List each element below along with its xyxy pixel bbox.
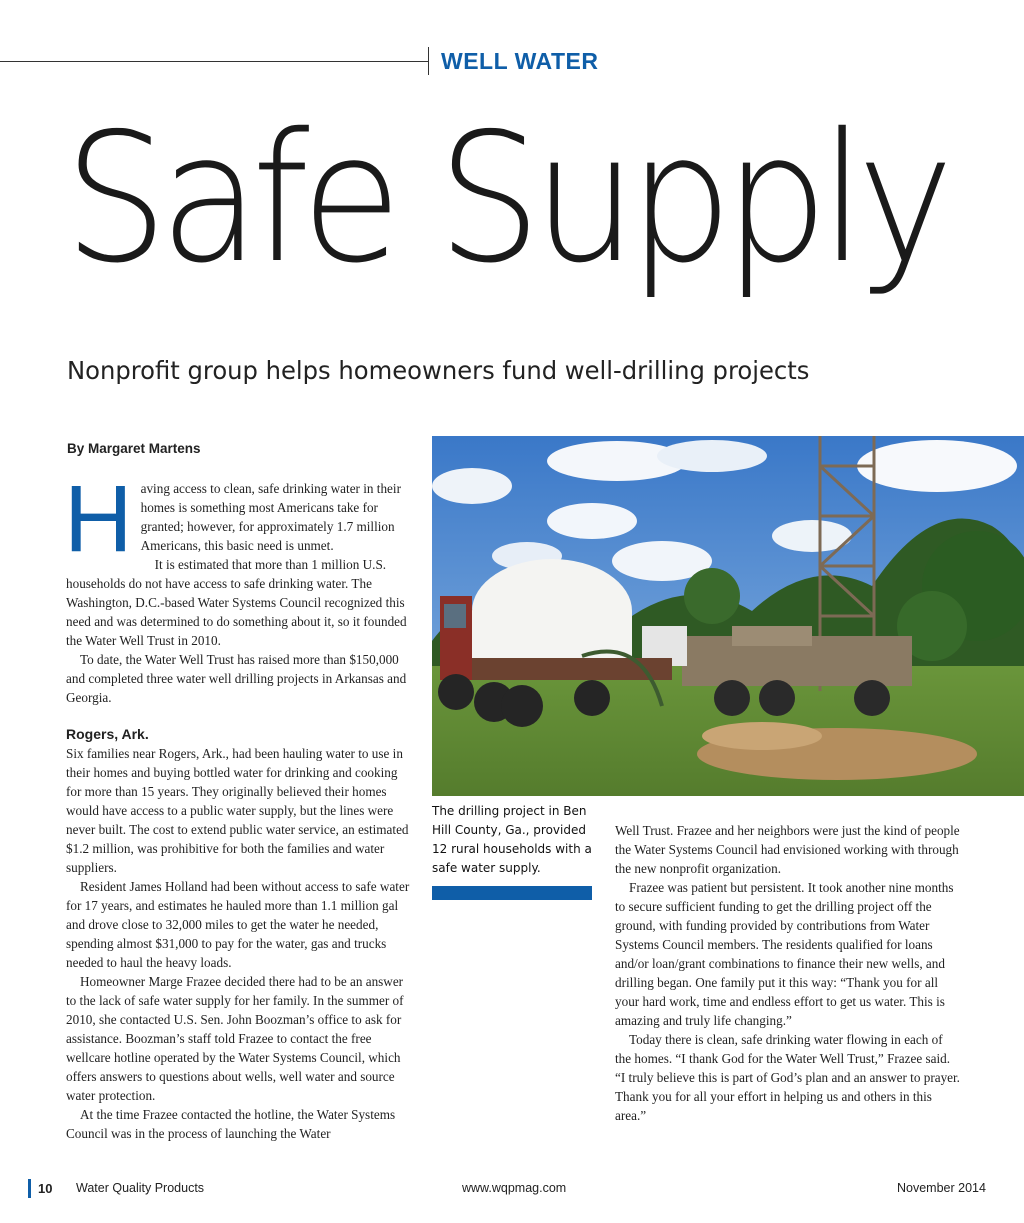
intro-paragraph xyxy=(64,466,411,572)
photo-caption: The drilling project in Ben Hill County, Ga., provided 12 rural households with a safe water supply. xyxy=(432,804,592,875)
subheadline: Nonprofit group helps homeowners fund well-drilling projects xyxy=(67,356,810,385)
caption-accent-bar xyxy=(432,886,592,900)
publication-url: www.wqpmag.com xyxy=(462,1181,567,1195)
publication-name: Water Quality Products xyxy=(76,1181,205,1195)
header-rule xyxy=(0,61,428,62)
footer-accent-mark xyxy=(28,1179,31,1198)
page-number: 10 xyxy=(38,1181,53,1196)
drop-cap: H xyxy=(64,466,133,572)
section-label: WELL WATER xyxy=(441,48,599,74)
headline: Safe Supply xyxy=(64,95,946,302)
body-paragraph: At the time Frazee contacted the hotline, the Water Systems Council was in the process of launching the Water xyxy=(66,1107,396,1141)
body-paragraph: Six families near Rogers, Ark., had been hauling water to use in their homes and buying bottled water for drinking and cooking for more than 15 years. They originally believed their homes would have access to a public water supply, but the lines were never built. The cost to extend public water service, an estimated $1.2 million, was prohibitive for both the families and water suppliers. xyxy=(66,746,409,875)
section-heading-rogers: Rogers, Ark. xyxy=(66,726,149,742)
intro-text: aving access to clean, safe drinking water in their homes is something most Americans take for granted; however, for approximately 1.7 million Americans, this basic need is unmet. xyxy=(140,481,401,553)
drilling-site-photo xyxy=(432,436,1024,796)
header-rule-tick xyxy=(428,47,429,75)
byline: By Margaret Martens xyxy=(67,441,201,456)
body-paragraph: It is estimated that more than 1 million U.S. households do not have access to safe drinking water. The Washington, D.C.-based Water Systems Council recognized this need and was determined to do something about it, so it founded the Water Well Trust in 2010. xyxy=(66,557,407,648)
body-paragraph: Resident James Holland had been without access to safe water for 17 years, and estimates he hauled more than 1.1 million gal and drove close to 32,000 miles to get the water he needed, spending almost $31,000 to pay for the water, gas and trucks needed to haul the heavy loads. xyxy=(66,879,410,970)
body-paragraph: Today there is clean, safe drinking water flowing in each of the homes. “I thank God for the Water Well Trust,” Frazee said. “I truly believe this is part of God’s plan and an answer to prayer. Thank you for all your effort in helping us and others in this area.” xyxy=(615,1032,960,1123)
article-column-right xyxy=(615,821,960,1125)
body-paragraph: Homeowner Marge Frazee decided there had to be an answer to the lack of safe water supply for her family. In the summer of 2010, she contacted U.S. Sen. John Boozman’s office to ask for assistance. Boozman’s staff told Frazee to contact the free wellcare hotline operated by the Water Systems Council, which offers answers to questions about wells, well water and source water protection. xyxy=(66,974,404,1103)
body-paragraph: Frazee was patient but persistent. It took another nine months to secure sufficient funding to get the drilling project off the ground, with funding provided by contributions from Water Systems Council members. The residents qualified for loans and/or loan/grant combinations to finance their new wells, and drilling began. One family put it this way: “Thank you for all your hard work, time and endless effort to get us water. This is amazing and truly life changing.” xyxy=(615,880,954,1028)
body-paragraph: To date, the Water Well Trust has raised more than $150,000 and completed three water well drilling projects in Arkansas and Georgia. xyxy=(66,652,407,705)
issue-date: November 2014 xyxy=(897,1181,986,1195)
article-column-left xyxy=(64,466,411,1143)
body-paragraph: Well Trust. Frazee and her neighbors were just the kind of people the Water Systems Council had envisioned working with through the new nonprofit organization. xyxy=(615,823,960,876)
